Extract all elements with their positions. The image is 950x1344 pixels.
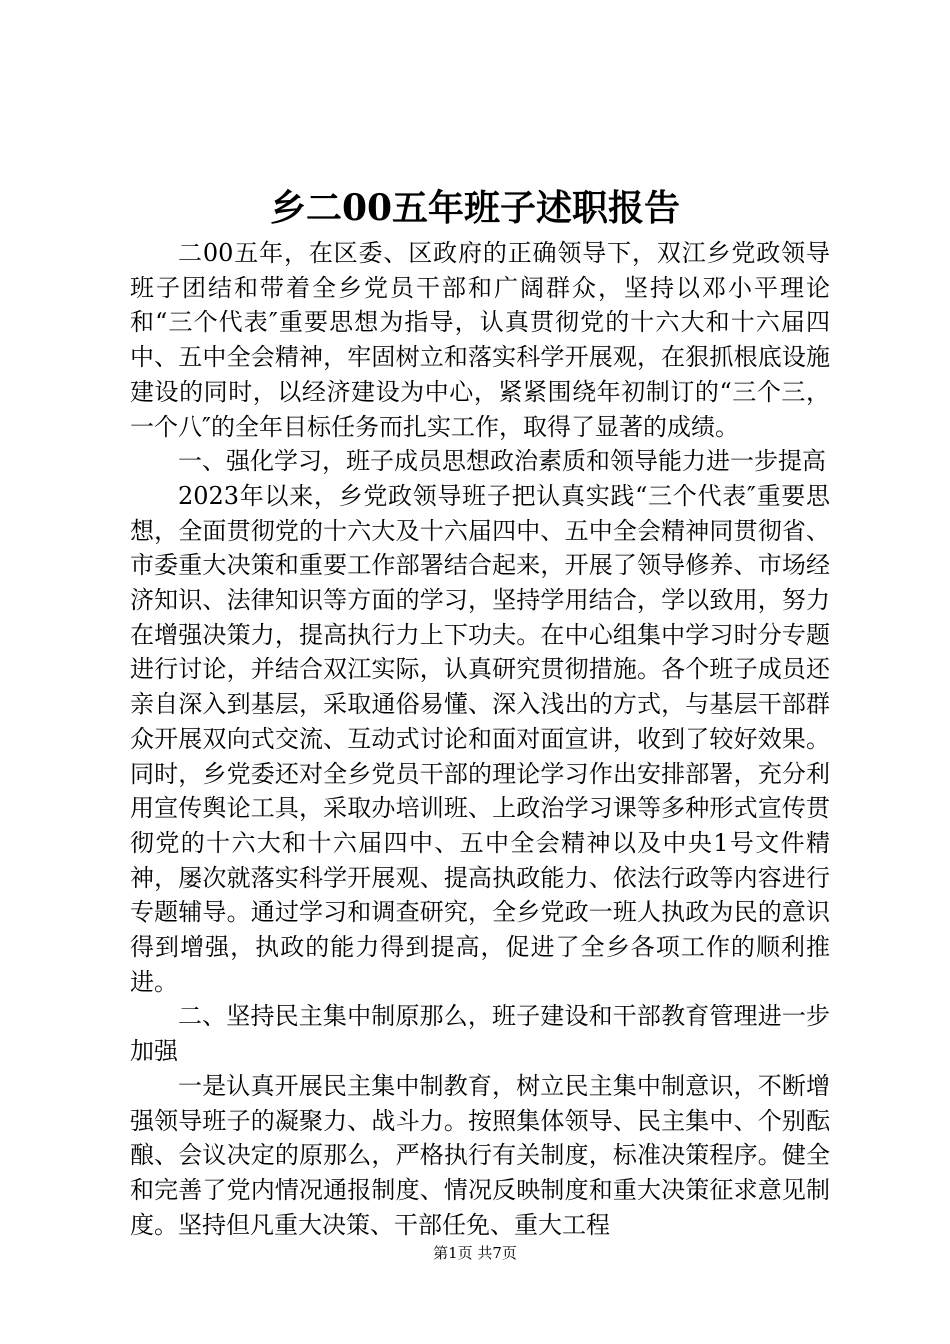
section-heading-1: 一、强化学习，班子成员思想政治素质和领导能力进一步提高 [178, 447, 826, 476]
page-number-footer: 第1页 共7页 [433, 1244, 517, 1262]
document-body [130, 236, 830, 1242]
section-heading-2: 二、坚持民主集中制原那么，班子建设和干部教育管理进一步加强 [130, 1002, 830, 1066]
paragraph-study: 2023年以来，乡党政领导班子把认真实践“三个代表″重要思想，全面贯彻党的十六大及十六届四中、五中全会精神同贯彻省、市委重大决策和重要工作部署结合起来，开展了领导修养、市场经济知识、法律知识等方面的学习，坚持学用结合，学以致用，努力在增强决策力，提高执行力上下功夫。在中心组集中学习时分专题进行讨论，并结合双江实际，认真研究贯彻措施。各个班子成员还亲自深入到基层，采取通俗易懂、深入浅出的方式，与基层干部群众开展双向式交流、互动式讨论和面对面宣讲，收到了较好效果。同时，乡党委还对全乡党员干部的理论学习作出安排部署，充分利用宣传舆论工具，采取办培训班、上政治学习课等多种形式宣传贯彻党的十六大和十六届四中、五中全会精神以及中央1号文件精神，屡次就落实科学开展观、提高执政能力、依法行政等内容进行专题辅导。通过学习和调查研究，全乡党政一班人执政为民的意识得到增强，执政的能力得到提高，促进了全乡各项工作的顺利推进。 [130, 481, 830, 996]
paragraph-intro: 二00五年，在区委、区政府的正确领导下，双江乡党政领导班子团结和带着全乡党员干部和广阔群众，坚持以邓小平理论和“三个代表″重要思想为指导，认真贯彻党的十六大和十六届四中、五中全会精神，牢固树立和落实科学开展观，在狠抓根底设施建设的同时，以经济建设为中心，紧紧围绕年初制订的“三个三，一个八″的全年目标任务而扎实工作，取得了显著的成绩。 [130, 239, 830, 441]
document-title: 乡二00五年班子述职报告 [269, 187, 681, 229]
paragraph-democratic-centralism: 一是认真开展民主集中制教育，树立民主集中制意识，不断增强领导班子的凝聚力、战斗力。按照集体领导、民主集中、个别酝酿、会议决定的原那么，严格执行有关制度，标准决策程序。健全和完善了党内情况通报制度、情况反映制度和重大决策征求意见制度。坚持但凡重大决策、干部任免、重大工程 [130, 1071, 830, 1239]
